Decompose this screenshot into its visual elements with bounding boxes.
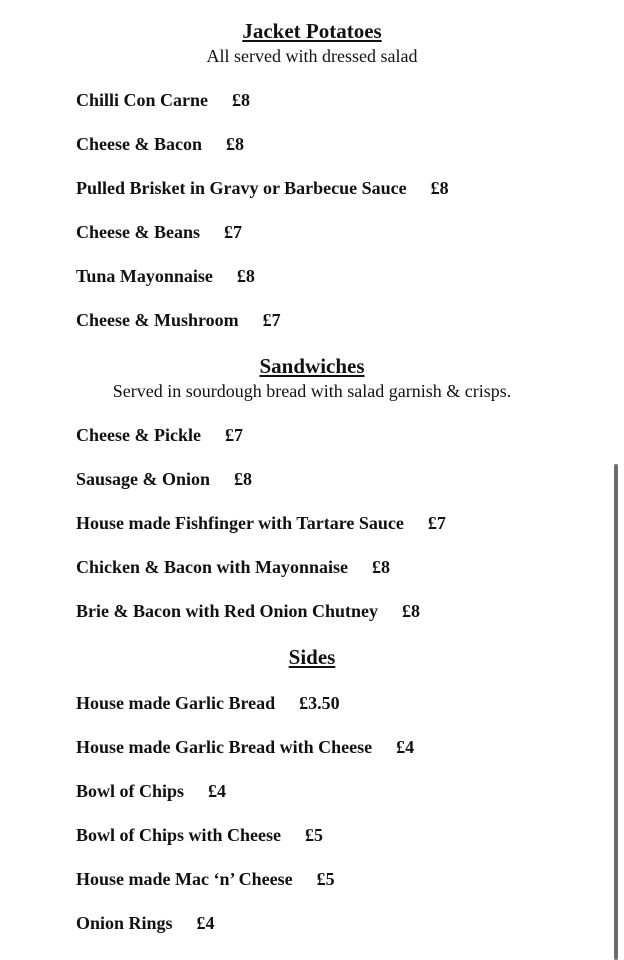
item-price: £4 [196, 913, 215, 933]
item-name: Chicken & Bacon with Mayonnaise [76, 557, 349, 577]
item-price: £8 [430, 178, 449, 198]
item-price: £3.50 [299, 693, 340, 713]
sandwiches-subtitle: Served in sourdough bread with salad garnish & crisps. [112, 381, 512, 401]
sandwiches-heading: Sandwiches [259, 354, 365, 378]
item-name: Bowl of Chips with Cheese [76, 825, 282, 845]
menu-item [76, 266, 255, 287]
sides-heading: Sides [288, 645, 336, 669]
menu-item [76, 557, 390, 578]
menu-item [76, 869, 335, 890]
item-name: House made Mac ‘n’ Cheese [76, 869, 293, 889]
item-price: £8 [402, 601, 421, 621]
item-name: Chilli Con Carne [76, 90, 209, 110]
jacket-potatoes-subtitle: All served with dressed salad [206, 46, 418, 66]
item-price: £7 [262, 310, 281, 330]
item-name: Bowl of Chips [76, 781, 185, 801]
item-name: Cheese & Beans [76, 222, 200, 242]
item-name: House made Fishfinger with Tartare Sauce [76, 513, 404, 533]
menu-item [76, 601, 420, 622]
item-name: House made Garlic Bread [76, 693, 276, 713]
item-name: Sausage & Onion [76, 469, 211, 489]
item-name: Cheese & Pickle [76, 425, 201, 445]
item-name: Tuna Mayonnaise [76, 266, 213, 286]
menu-item [76, 469, 252, 490]
item-name: Onion Rings [76, 913, 173, 933]
item-price: £8 [225, 134, 244, 154]
vertical-scrollbar[interactable] [614, 464, 618, 960]
item-price: £4 [396, 737, 415, 757]
item-price: £8 [372, 557, 391, 577]
item-price: £5 [316, 869, 335, 889]
item-price: £7 [427, 513, 446, 533]
item-name: Pulled Brisket in Gravy or Barbecue Sauce [76, 178, 407, 198]
menu-item [76, 693, 340, 714]
menu-item [76, 90, 250, 111]
menu-item [76, 425, 243, 446]
menu-item [76, 222, 242, 243]
menu-item [76, 825, 323, 846]
item-price: £8 [236, 266, 255, 286]
menu-item [76, 310, 281, 331]
item-price: £4 [208, 781, 227, 801]
item-price: £7 [224, 222, 242, 242]
item-price: £8 [234, 469, 253, 489]
menu-item [76, 913, 215, 934]
jacket-potatoes-heading: Jacket Potatoes [242, 19, 382, 43]
item-price: £5 [305, 825, 324, 845]
menu-item [76, 737, 414, 758]
menu-item [76, 134, 244, 155]
menu-item [76, 513, 446, 534]
menu-item [76, 781, 226, 802]
item-price: £7 [224, 425, 243, 445]
menu-item [76, 178, 449, 199]
item-name: Cheese & Bacon [76, 134, 202, 154]
item-price: £8 [232, 90, 251, 110]
item-name: Cheese & Mushroom [76, 310, 239, 330]
item-name: Brie & Bacon with Red Onion Chutney [76, 601, 379, 621]
item-name: House made Garlic Bread with Cheese [76, 737, 373, 757]
